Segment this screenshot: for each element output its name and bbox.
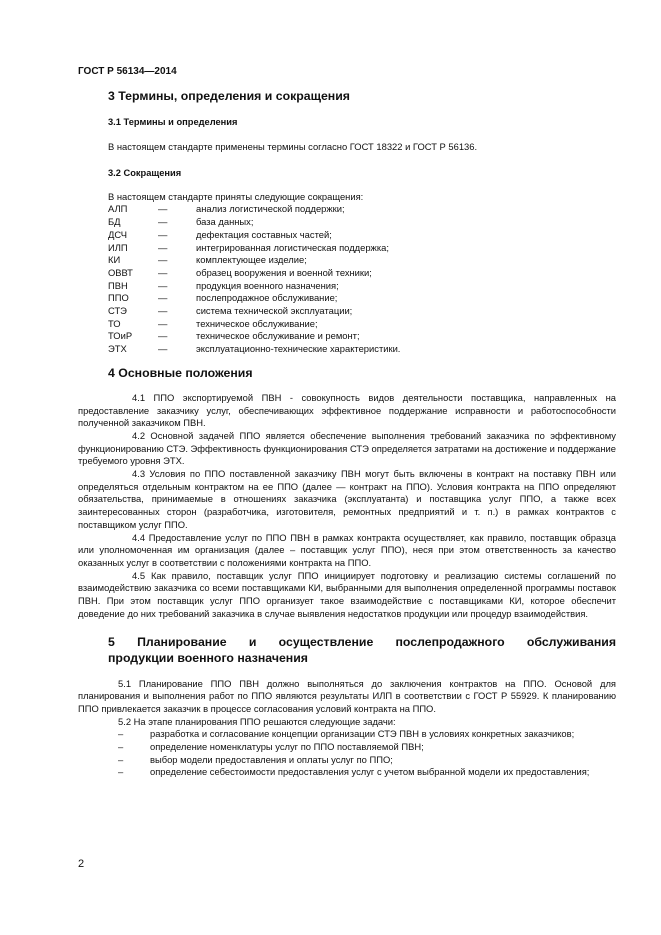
paragraph-4-4: 4.4 Предоставление услуг по ППО ПВН в рамках контракта осуществляет, как правило, поставщик образца или уполномоченная им организация (далее – поставщик услуг ППО), неся при этом ответственность за качество оказанных услуг в соответствии с положениями контракта на ППО. — [78, 531, 616, 568]
paragraph-4-2: 4.2 Основной задачей ППО является обеспечение выполнения требований заказчика по эффективному функционированию СТЭ. Эффективность функционирования СТЭ определяется затратами на достижение и поддержание требуемого уровня ЭТХ. — [78, 429, 616, 467]
task-item: – выбор модели предоставления и оплаты услуг по ППО; — [118, 753, 393, 765]
section-3-2-intro: В настоящем стандарте приняты следующие сокращения: — [108, 190, 364, 202]
abbreviation-row: БД — база данных; — [108, 216, 254, 228]
paragraph-5-1: 5.1 Планирование ППО ПВН должно выполняться до заключения контрактов на ППО. Основой для планирования и выполнения работ по ППО являются результаты ИЛП в соответствии с ГОСТ Р 55929. К планированию ППО привлекается заказчик в процессе согласования условий контракта на ППО. — [78, 677, 616, 714]
section-3-1-title: 3.1 Термины и определения — [108, 117, 238, 127]
abbreviation-row: ЭТХ — эксплуатационно-технические характеристики. — [108, 343, 401, 355]
section-5-title — [108, 634, 616, 666]
abbreviation-list — [108, 203, 616, 355]
paragraph-5-2: 5.2 На этапе планирования ППО решаются следующие задачи: — [118, 715, 396, 727]
abbreviation-row: АЛП — анализ логистической поддержки; — [108, 203, 345, 215]
abbreviation-row: ОВВТ — образец вооружения и военной техники; — [108, 266, 372, 278]
section-3-2-title: 3.2 Сокращения — [108, 167, 182, 178]
paragraph-4-1: 4.1 ППО экспортируемой ПВН - совокупность видов деятельности поставщика, направленных на предоставление заказчику услуг, обеспечивающих эффективное поддержание исправности и работоспособности полученной заказчиком ПВН. — [78, 391, 616, 429]
section-3-1-text: В настоящем стандарте применены термины согласно ГОСТ 18322 и ГОСТ Р 56136. — [108, 141, 478, 152]
section-4-title: 4 Основные положения — [108, 365, 253, 380]
abbreviation-row: ППО — послепродажное обслуживание; — [108, 292, 338, 304]
page-content — [78, 88, 616, 779]
doc-header-code: ГОСТ Р 56134—2014 — [78, 66, 177, 77]
abbreviation-row: ТОиР — техническое обслуживание и ремонт; — [108, 330, 360, 342]
abbreviation-row: ТО — техническое обслуживание; — [108, 317, 318, 329]
section-5-title-line-1: 5 Планирование и осуществление послепродажного обслуживания — [108, 634, 616, 649]
paragraph-4-5: 4.5 Как правило, поставщик услуг ППО инициирует подготовку и реализацию системы соглашений по взаимодействию заказчика со всеми поставщиками КИ, выбранными для выполнения определенной программы поставок ПВН. При этом поставщик услуг ППО организует такое взаимодействие с поставщиками КИ, которое обеспечит доведение до них требований заказчика в случае выявления недостатков продукции или процедур взаимодействия. — [78, 569, 616, 619]
task-item: – определение себестоимости предоставления услуг с учетом выбранной модели их предоставления; — [118, 766, 590, 778]
paragraph-4-3: 4.3 Условия по ППО поставленной заказчику ПВН могут быть включены в контракт на поставку ПВН или определяться отдельным контрактом на ее ППО (далее — контракт на ППО). Условия контракта на ППО определяют обязательства, принимаемые в отношениях заказчика (эксплуатанта) и поставщика услуг ППО, а также всех заинтересованных сторон (разработчика, изготовителя, ремонтных предприятий и т. п.) в рамках контрактов с поставщиком услуг ППО. — [78, 468, 616, 530]
task-item: – разработка и согласование концепции организации СТЭ ПВН в условиях конкретных заказчиков; — [118, 728, 575, 740]
page-number: 2 — [78, 858, 85, 870]
section-5-body — [78, 678, 616, 780]
abbreviation-row: КИ — комплектующее изделие; — [108, 254, 307, 266]
abbreviation-row: СТЭ — система технической эксплуатации; — [108, 305, 353, 317]
abbreviation-row: ДСЧ — дефектация составных частей; — [108, 228, 332, 240]
task-item: – определение номенклатуры услуг по ППО поставляемой ПВН; — [118, 741, 424, 753]
section-4-body — [78, 392, 616, 621]
section-3-title: 3 Термины, определения и сокращения — [108, 89, 350, 103]
abbreviation-row: ПВН — продукция военного назначения; — [108, 279, 339, 291]
abbreviation-row: ИЛП — интегрированная логистическая поддержка; — [108, 241, 389, 253]
section-5-title-line-2: продукции военного назначения — [108, 650, 308, 665]
